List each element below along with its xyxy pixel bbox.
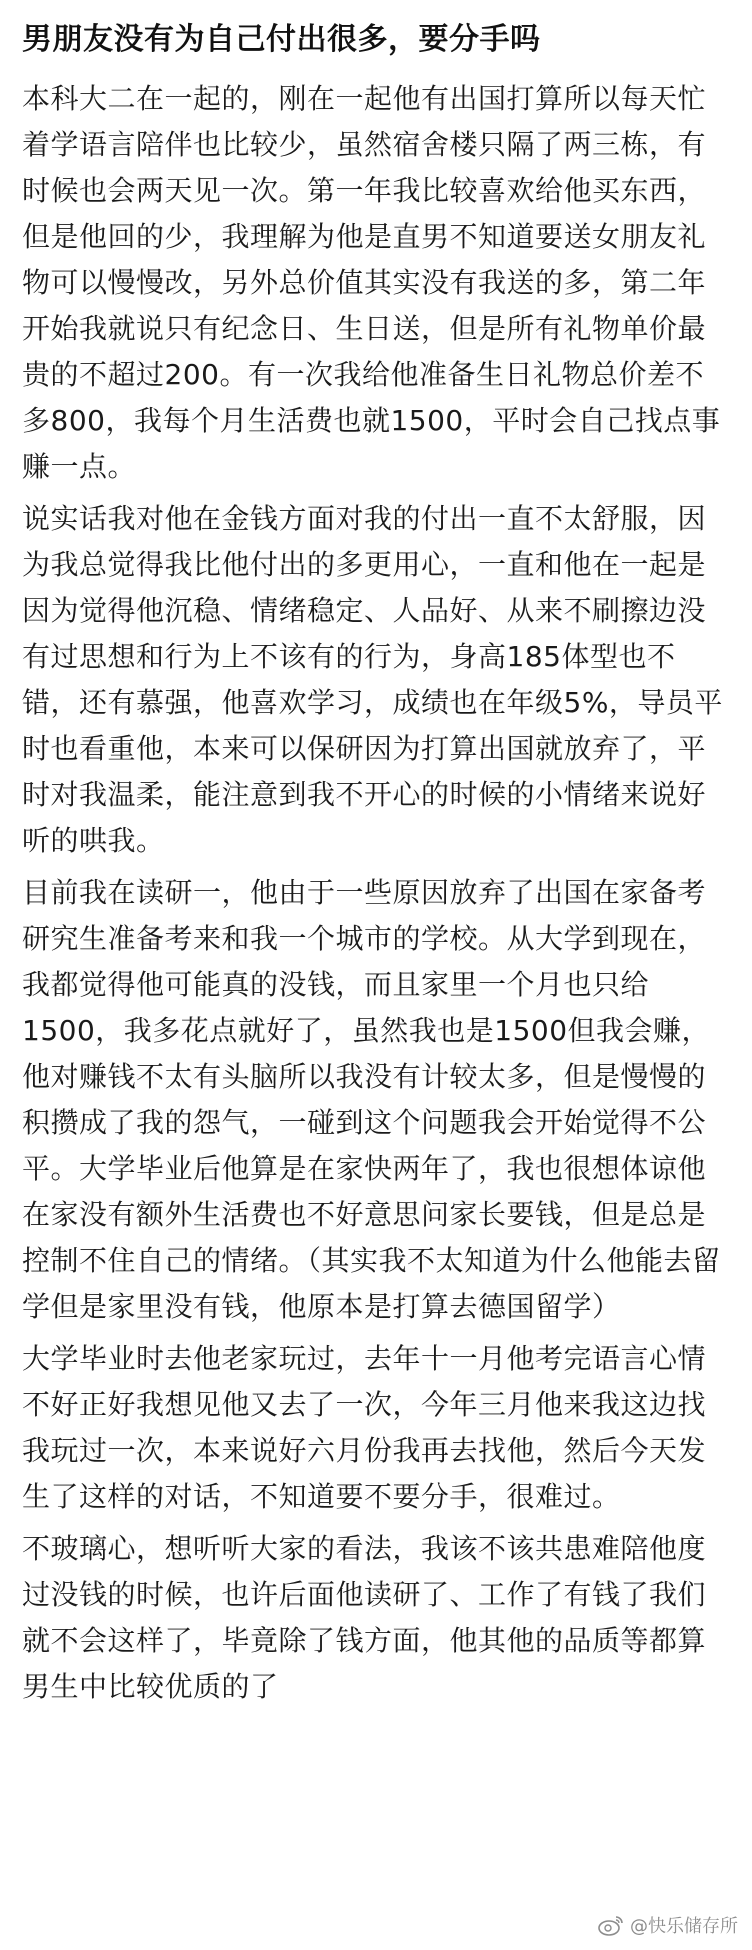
post-paragraph: 说实话我对他在金钱方面对我的付出一直不太舒服，因为我总觉得我比他付出的多更用心，一直和他在一起是因为觉得他沉稳、情绪稳定、人品好、从来不刷擦边没有过思想和行为上不该有的行为，身高185体型也不错，还有慕强，他喜欢学习，成绩也在年级5%，导员平时也看重他，本来可以保研因为打算出国就放弃了，平时对我温柔，能注意到我不开心的时候的小情绪来说好听的哄我。: [22, 502, 723, 857]
post-paragraph: 目前我在读研一，他由于一些原因放弃了出国在家备考研究生准备考来和我一个城市的学校。从大学到现在，我都觉得他可能真的没钱，而且家里一个月也只给1500，我多花点就好了，虽然我也是1500但我会赚，他对赚钱不太有头脑所以我没有计较太多，但是慢慢的积攒成了我的怨气，一碰到这个问题我会开始觉得不公平。大学毕业后他算是在家快两年了，我也很想体谅他在家没有额外生活费也不好意思问家长要钱，但是总是控制不住自己的情绪。（其实我不太知道为什么他能去留学但是家里没有钱，他原本是打算去德国留学）: [22, 876, 721, 1323]
weibo-icon: [598, 1914, 624, 1936]
post-title: 男朋友没有为自己付出很多，要分手吗: [22, 22, 541, 57]
post-paragraph: 本科大二在一起的，刚在一起他有出国打算所以每天忙着学语言陪伴也比较少，虽然宿舍楼只隔了两三栋，有时候也会两天见一次。第一年我比较喜欢给他买东西，但是他回的少，我理解为他是直男不知道要送女朋友礼物可以慢慢改，另外总价值其实没有我送的多，第二年开始我就说只有纪念日、生日送，但是所有礼物单价最贵的不超过200。有一次我给他准备生日礼物总价差不多800，我每个月生活费也就1500，平时会自己找点事赚一点。: [22, 82, 721, 483]
post-paragraph: 不玻璃心，想听听大家的看法，我该不该共患难陪他度过没钱的时候，也许后面他读研了、工作了有钱了我们就不会这样了，毕竟除了钱方面，他其他的品质等都算男生中比较优质的了: [22, 1532, 707, 1703]
watermark: [598, 1912, 738, 1938]
post-paragraph: 大学毕业时去他老家玩过，去年十一月他考完语言心情不好正好我想见他又去了一次，今年三月他来我这边找我玩过一次，本来说好六月份我再去找他，然后今天发生了这样的对话，不知道要不要分手，很难过。: [22, 1342, 707, 1513]
watermark-text: @快乐储存所: [630, 1916, 738, 1937]
